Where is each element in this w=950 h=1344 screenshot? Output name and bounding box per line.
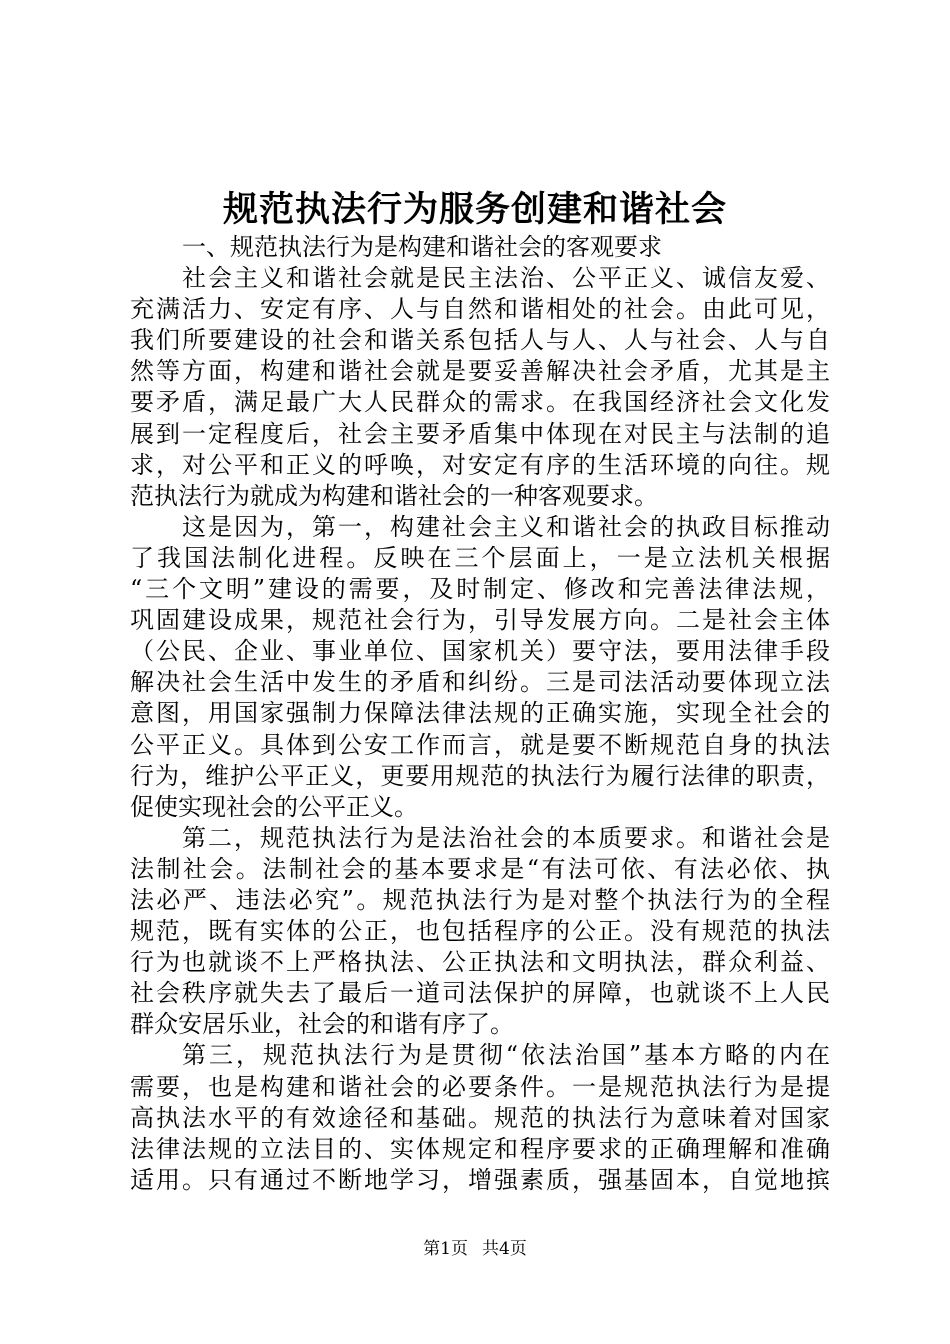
paragraph-line: 行为，维护公平正义，更要用规范的执法行为履行法律的职责，: [130, 761, 830, 790]
paragraph-line: 法制社会。法制社会的基本要求是“有法可依、有法必依、执: [130, 854, 830, 883]
paragraph-line: 解决社会生活中发生的矛盾和纠纷。三是司法活动要体现立法: [130, 668, 830, 697]
paragraph-line: 这是因为，第一，构建社会主义和谐社会的执政目标推动: [182, 512, 830, 541]
paragraph-line: 要矛盾，满足最广大人民群众的需求。在我国经济社会文化发: [130, 388, 830, 417]
paragraph-line: 高执法水平的有效途径和基础。规范的执法行为意味着对国家: [130, 1103, 830, 1132]
paragraph-line: 规范，既有实体的公正，也包括程序的公正。没有规范的执法: [130, 917, 830, 946]
paragraph-line: 充满活力、安定有序、人与自然和谐相处的社会。由此可见，: [130, 295, 830, 324]
paragraph-line: 行为也就谈不上严格执法、公正执法和文明执法，群众利益、: [130, 948, 830, 977]
paragraph-line: 群众安居乐业，社会的和谐有序了。: [130, 1010, 514, 1039]
paragraph-line: 巩固建设成果，规范社会行为，引导发展方向。二是社会主体: [130, 606, 830, 635]
paragraph-line: 第三，规范执法行为是贯彻“依法治国”基本方略的内在: [182, 1041, 830, 1070]
paragraph-line: 意图，用国家强制力保障法律法规的正确实施，实现全社会的: [130, 699, 830, 728]
document-body: [130, 232, 830, 1196]
paragraph-line: 我们所要建设的社会和谐关系包括人与人、人与社会、人与自: [130, 326, 830, 355]
section-heading: 一、规范执法行为是构建和谐社会的客观要求: [182, 233, 662, 261]
document-title: 规范执法行为服务创建和谐社会: [222, 189, 727, 230]
paragraph-line: 社会秩序就失去了最后一道司法保护的屏障，也就谈不上人民: [130, 979, 830, 1008]
paragraph-line: 然等方面，构建和谐社会就是要妥善解决社会矛盾，尤其是主: [130, 357, 830, 386]
paragraph-line: 公平正义。具体到公安工作而言，就是要不断规范自身的执法: [130, 730, 830, 759]
paragraph-line: 范执法行为就成为构建和谐社会的一种客观要求。: [130, 481, 658, 510]
paragraph-line: “三个文明”建设的需要，及时制定、修改和完善法律法规，: [130, 575, 830, 604]
paragraph-line: （公民、企业、事业单位、国家机关）要守法，要用法律手段: [130, 637, 830, 666]
page-number: 第1页: [423, 1239, 468, 1259]
paragraph-line: 适用。只有通过不断地学习，增强素质，强基固本，自觉地摈: [130, 1165, 830, 1194]
paragraph-line: 需要，也是构建和谐社会的必要条件。一是规范执法行为是提: [130, 1072, 830, 1101]
paragraph-line: 法律法规的立法目的、实体规定和程序要求的正确理解和准确: [130, 1134, 830, 1163]
paragraph-line: 第二，规范执法行为是法治社会的本质要求。和谐社会是: [182, 823, 830, 852]
paragraph-line: 社会主义和谐社会就是民主法治、公平正义、诚信友爱、: [182, 264, 830, 293]
paragraph-line: 了我国法制化进程。反映在三个层面上，一是立法机关根据: [130, 543, 830, 572]
paragraph-line: 展到一定程度后，社会主要矛盾集中体现在对民主与法制的追: [130, 419, 830, 448]
paragraph-line: 法必严、违法必究”。规范执法行为是对整个执法行为的全程: [130, 885, 830, 914]
page-total: 共4页: [482, 1239, 527, 1259]
paragraph-line: 求，对公平和正义的呼唤，对安定有序的生活环境的向往。规: [130, 450, 830, 479]
paragraph-line: 促使实现社会的公平正义。: [130, 792, 418, 821]
page-footer: [0, 1237, 950, 1261]
